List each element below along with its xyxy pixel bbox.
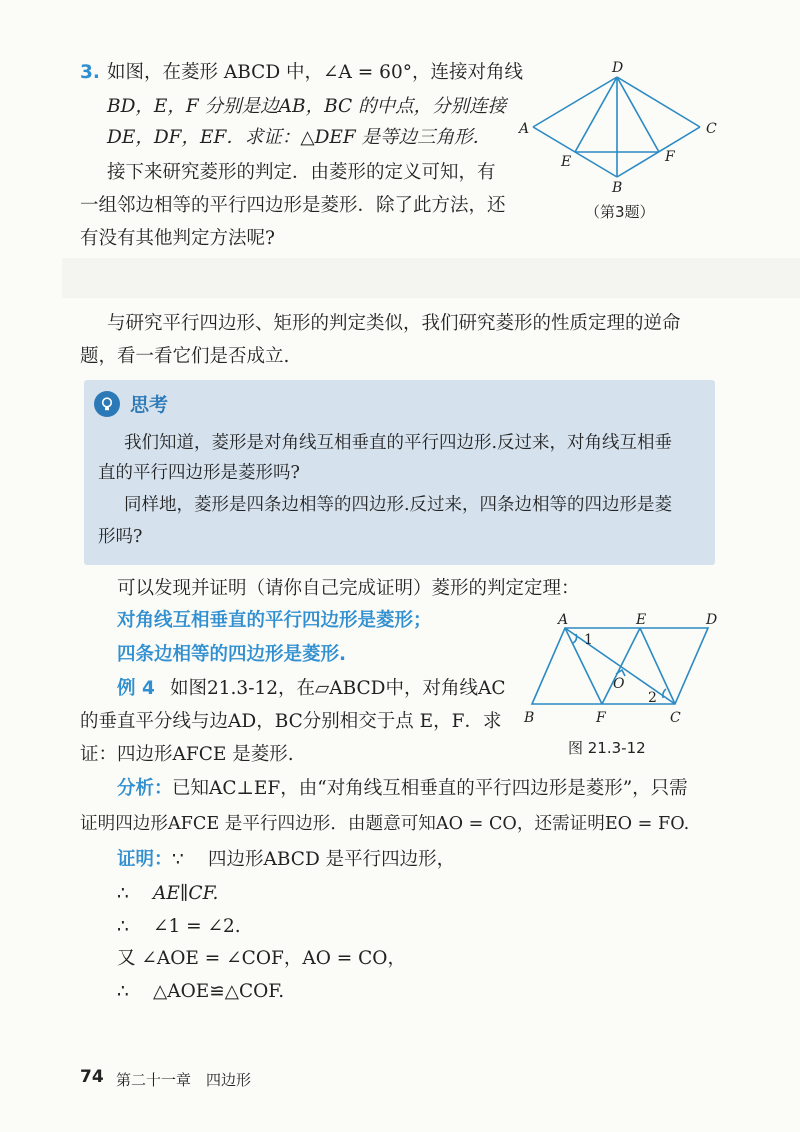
fig12-label-B: B (524, 710, 535, 726)
theorem-intro: 可以发现并证明（请你自己完成证明）菱形的判定定理： (117, 578, 580, 599)
proof-step3: ∠1 = ∠2. (153, 916, 241, 937)
fig12-label-2: 2 (648, 690, 657, 706)
divider-band (62, 258, 800, 298)
segment-DF (617, 77, 659, 152)
fig12-label-A: A (558, 612, 569, 628)
page-number: 74 (80, 1067, 104, 1087)
edge-DA (533, 77, 617, 127)
figure12-caption: 图 21.3-12 (568, 739, 646, 757)
label-C: C (706, 121, 717, 137)
problem-number: 3. (80, 62, 100, 83)
fig12-label-C: C (670, 710, 681, 726)
think-p2-line2: 形吗? (98, 527, 143, 547)
example-label: 例 4 (117, 678, 155, 699)
analysis-line1: 已知AC⊥EF，由“对角线互相垂直的平行四边形是菱形”，只需 (172, 778, 688, 799)
think-p2-line1: 同样地，菱形是四条边相等的四边形.反过来，四条边相等的四边形是菱 (124, 495, 673, 515)
think-p1-line1: 我们知道，菱形是对角线互相垂直的平行四边形.反过来，对角线互相垂 (124, 433, 673, 453)
problem3-line2: BD，E，F 分别是边AB，BC 的中点，分别连接 (107, 96, 507, 117)
example4-line2: 的垂直平分线与边AD，BC分别相交于点 E，F．求 (80, 711, 502, 732)
fig12-label-F: F (596, 710, 606, 726)
think-p1-line2: 直的平行四边形是菱形吗? (98, 463, 300, 483)
diagonal-AC (565, 628, 675, 704)
theorem-1: 对角线互相垂直的平行四边形是菱形； (117, 610, 432, 631)
chapter-title: 第二十一章 四边形 (116, 1071, 252, 1089)
parallelogram-figure-12 (518, 606, 738, 746)
label-E: E (561, 154, 572, 170)
label-B: B (612, 180, 623, 196)
think-title: 思考 (130, 394, 169, 416)
proof-therefore-symbol: ∴ (117, 883, 129, 904)
analysis-label: 分析： (117, 778, 173, 799)
proof-label: 证明： (117, 849, 173, 870)
fig12-label-O: O (613, 676, 625, 692)
example4-line1: 如图21.3-12，在▱ABCD中，对角线AC (170, 678, 506, 699)
figure3-caption: （第3题） (585, 203, 655, 221)
proof-step2: AE∥CF. (153, 883, 219, 904)
converse-line1: 与研究平行四边形、矩形的判定类似，我们研究菱形的性质定理的逆命 (107, 313, 681, 334)
label-D: D (612, 60, 624, 76)
theorem-2: 四条边相等的四边形是菱形. (117, 644, 347, 665)
converse-line2: 题，看一看它们是否成立. (80, 346, 290, 367)
rhombus-figure-3 (515, 55, 730, 255)
segment-DE (575, 77, 617, 152)
analysis-line2: 证明四边形AFCE 是平行四边形．由题意可知AO = CO，还需证明EO = FO. (80, 814, 690, 834)
proof-step4: 又 ∠AOE = ∠COF，AO = CO， (117, 948, 406, 969)
fig12-label-1: 1 (584, 632, 593, 648)
intro-line3: 有没有其他判定方法呢? (80, 228, 275, 249)
think-header (94, 390, 168, 417)
example4-line3: 证：四边形AFCE 是菱形. (80, 744, 294, 765)
fig12-label-D: D (706, 612, 718, 628)
proof-step5: △AOE≌△COF. (153, 981, 285, 1002)
fig12-label-E: E (636, 612, 647, 628)
intro-line2: 一组邻边相等的平行四边形是菱形．除了此方法，还 (80, 195, 506, 216)
proof-therefore-symbol: ∴ (117, 916, 129, 937)
label-F: F (665, 149, 675, 165)
proof-because-symbol: ∵ (172, 849, 184, 870)
label-A: A (519, 121, 530, 137)
segment-EF (602, 628, 640, 704)
problem3-line1: 如图，在菱形 ABCD 中，∠A = 60°，连接对角线 (107, 62, 523, 83)
problem3-line3: DE，DF，EF．求证：△DEF 是等边三角形． (107, 127, 492, 148)
proof-therefore-symbol: ∴ (117, 981, 129, 1002)
edge-DC (617, 77, 700, 127)
intro-line1: 接下来研究菱形的判定．由菱形的定义可知，有 (107, 162, 496, 183)
lightbulb-icon (94, 391, 120, 417)
proof-step1: 四边形ABCD 是平行四边形， (208, 849, 456, 870)
think-box (84, 380, 715, 565)
